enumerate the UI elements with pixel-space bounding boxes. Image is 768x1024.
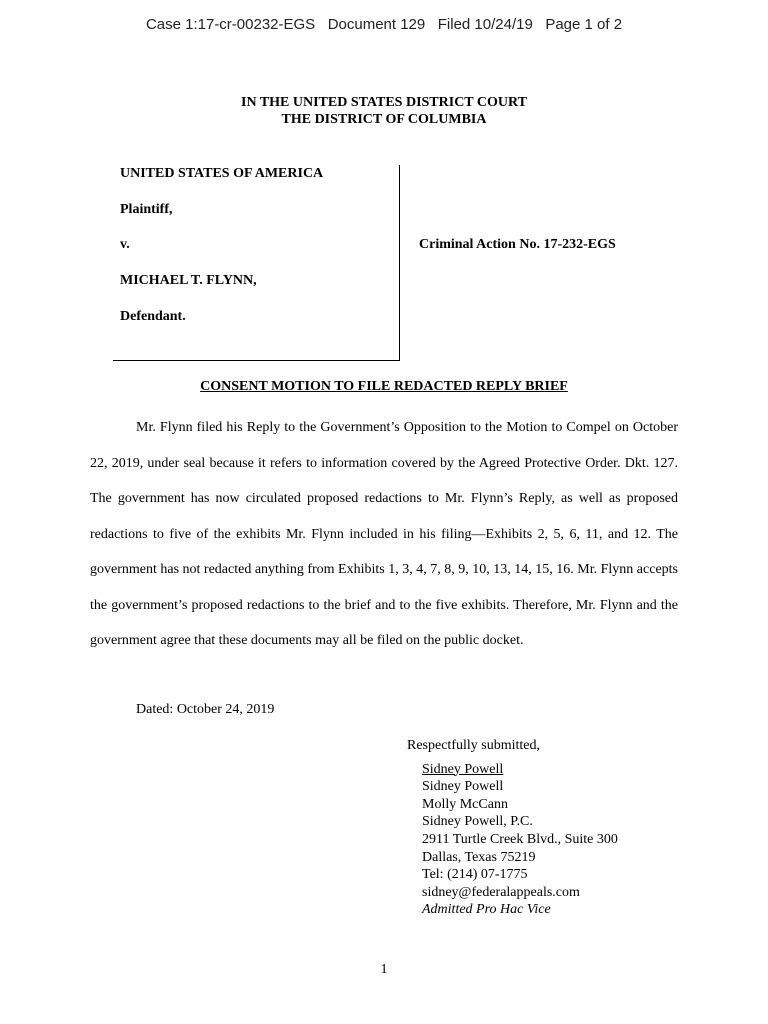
plaintiff-role: Plaintiff,: [120, 202, 173, 217]
court-title-line2: THE DISTRICT OF COLUMBIA: [281, 112, 487, 127]
filing-header: Case 1:17-cr-00232-EGS Document 129 Filed 10/24/19 Page 1 of 2: [145, 16, 623, 33]
address-line1: 2911 Turtle Creek Blvd., Suite 300: [422, 831, 618, 847]
phone-number: Tel: (214) 07-1775: [422, 867, 528, 883]
electronic-signature: Sidney Powell: [422, 761, 504, 777]
co-counsel-name: Molly McCann: [422, 796, 508, 812]
attorney-name: Sidney Powell: [422, 779, 504, 795]
caption-horizontal-divider: [113, 360, 400, 361]
versus-label: v.: [120, 237, 130, 252]
motion-title: CONSENT MOTION TO FILE REDACTED REPLY BRIEF: [200, 379, 568, 394]
signature-details: [422, 761, 618, 919]
court-title-line1: IN THE UNITED STATES DISTRICT COURT: [241, 95, 527, 110]
signature-block: [407, 737, 618, 919]
defendant-role: Defendant.: [120, 309, 186, 324]
case-number: Criminal Action No. 17-232-EGS: [419, 237, 616, 252]
page-number: 1: [380, 962, 388, 977]
email-address: sidney@federalappeals.com: [422, 884, 580, 900]
motion-body: [90, 410, 678, 659]
closing-line: Respectfully submitted,: [407, 738, 540, 753]
caption-vertical-divider: [399, 165, 400, 361]
defendant-name: MICHAEL T. FLYNN,: [120, 273, 257, 288]
firm-name: Sidney Powell, P.C.: [422, 814, 533, 830]
address-line2: Dallas, Texas 75219: [422, 849, 536, 865]
court-title: [0, 94, 768, 128]
plaintiff-name: UNITED STATES OF AMERICA: [120, 166, 324, 181]
date-line: Dated: October 24, 2019: [136, 702, 275, 717]
body-paragraph: Mr. Flynn filed his Reply to the Government’s Opposition to the Motion to Compel on October 22, 2019, under seal because it refers to information covered by the Agreed Protective Order. Dkt. 127. The government has now circulated proposed redactions to Mr. Flynn’s Reply, as well as proposed redactions to five of the exhibits Mr. Flynn included in his filing—Exhibits 2, 5, 6, 11, and 12. The government has not redacted anything from Exhibits 1, 3, 4, 7, 8, 9, 10, 13, 14, 15, 16. Mr. Flynn accepts the government’s proposed redactions to the brief and to the five exhibits. Therefore, Mr. Flynn and the government agree that these documents may all be filed on the public docket.: [90, 420, 678, 648]
admission-status: Admitted Pro Hac Vice: [422, 902, 551, 918]
